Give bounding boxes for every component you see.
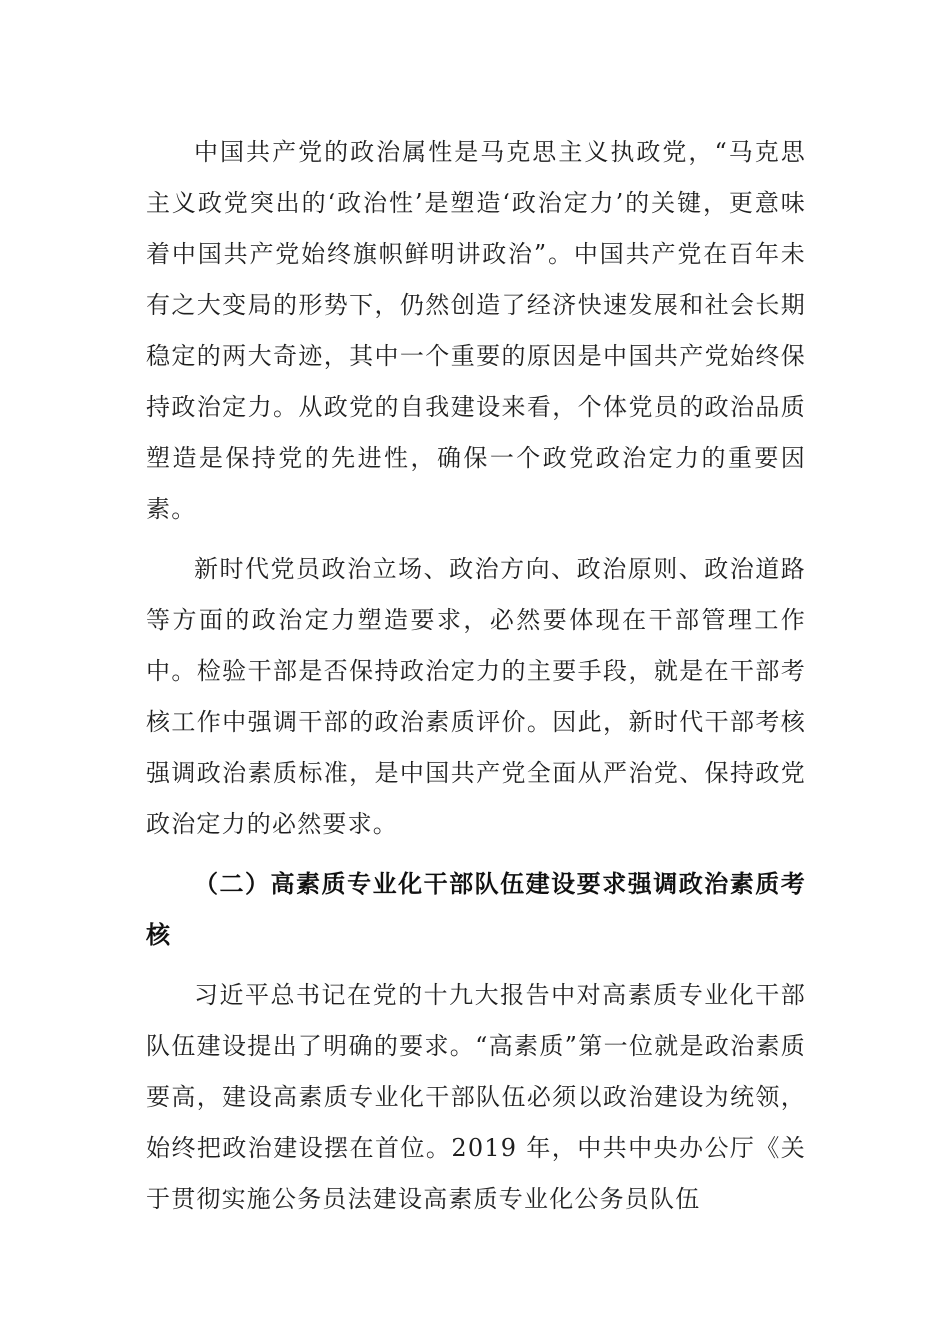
section-heading: （二）高素质专业化干部队伍建设要求强调政治素质考核 xyxy=(146,870,806,949)
paragraph-high-quality-cadres: 习近平总书记在党的十九大报告中对高素质专业化干部队伍建设提出了明确的要求。“高素质”第一位就是政治素质要高，建设高素质专业化干部队伍必须以政治建设为统领，始终把政治建设摆在首位。2019 年，中共中央办公厅《关于贯彻实施公务员法建设高素质专业化公务员队伍 xyxy=(146,981,806,1213)
paragraph-cadre-management: 新时代党员政治立场、政治方向、政治原则、政治道路等方面的政治定力塑造要求，必然要体现在干部管理工作中。检验干部是否保持政治定力的主要手段，就是在干部考核工作中强调干部的政治素质评价。因此，新时代干部考核强调政治素质标准，是中国共产党全面从严治党、保持政党政治定力的必然要求。 xyxy=(146,555,806,838)
document-body xyxy=(146,127,806,1225)
paragraph-party-political-attribute: 中国共产党的政治属性是马克思主义执政党，“马克思主义政党突出的‘政治性’是塑造‘政治定力’的关键，更意味着中国共产党始终旗帜鲜明讲政治”。中国共产党在百年未有之大变局的形势下，仍然创造了经济快速发展和社会长期稳定的两大奇迹，其中一个重要的原因是中国共产党始终保持政治定力。从政党的自我建设来看，个体党员的政治品质塑造是保持党的先进性，确保一个政党政治定力的重要因素。 xyxy=(146,138,806,523)
